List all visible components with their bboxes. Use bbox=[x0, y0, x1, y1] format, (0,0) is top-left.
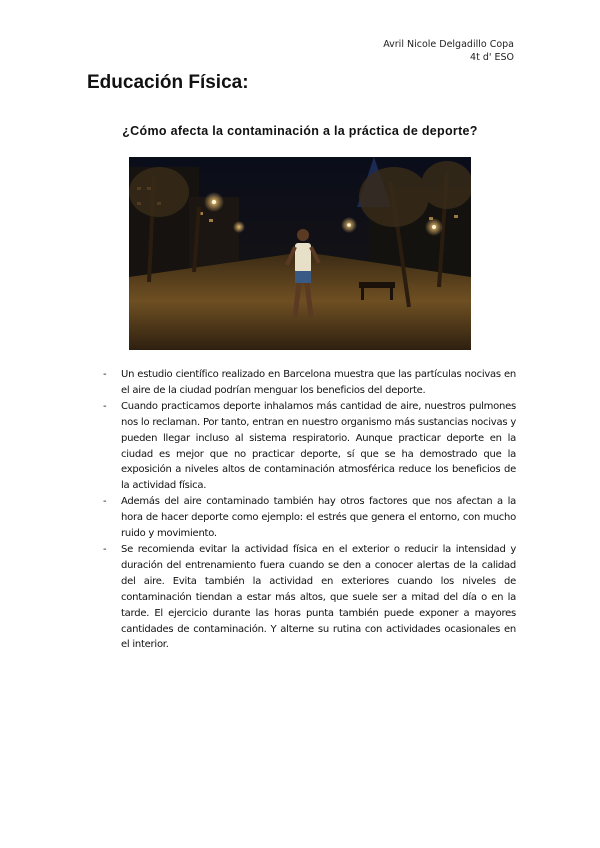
bullet-text: Además del aire contaminado también hay otros factores que nos afectan a la hora de hacer deporte como ejemplo: el estrés que genera el entorno, con mucho ruido y movimiento. bbox=[121, 496, 516, 540]
bullet-text: Se recomienda evitar la actividad física en el exterior o reducir la intensidad y duración del entrenamiento fuera cuando se den a conocer alertas de la calidad del aire. Evita también la actividad en exteriores cuando los niveles de contaminación tiendan a estar más altos, que suele ser a mitad del día o en la tarde. El ejercicio durante las horas punta también puede exponer a mayores cantidades de contaminación. Y alterne su rutina con actividades ocasionales en el interior. bbox=[121, 543, 516, 651]
author-block bbox=[383, 38, 514, 64]
list-item bbox=[103, 367, 516, 399]
list-item bbox=[103, 399, 516, 494]
question-heading: ¿Cómo afecta la contaminación a la práctica de deporte? bbox=[122, 124, 478, 138]
bullet-dash: - bbox=[103, 496, 107, 508]
author-name: Avril Nicole Delgadillo Copa bbox=[383, 39, 514, 50]
bullet-dash: - bbox=[103, 543, 107, 555]
bullet-list bbox=[103, 367, 516, 653]
list-item bbox=[103, 494, 516, 542]
bullet-dash: - bbox=[103, 400, 107, 412]
class-label: 4t d' ESO bbox=[470, 52, 514, 63]
list-item bbox=[103, 542, 516, 653]
bullet-text: Cuando practicamos deporte inhalamos más cantidad de aire, nuestros pulmones nos lo reclaman. Por tanto, entran en nuestro organismo más sustancias nocivas y pueden llegar incluso al sistema respiratorio. Aunque practicar deporte en la ciudad es mejor que no practicar deporte, sí que se ha demostrado que la exposición a niveles altos de contaminación atmosférica reduce los beneficios de la actividad física. bbox=[121, 400, 516, 492]
bullet-dash: - bbox=[103, 369, 107, 380]
bullet-text: Un estudio científico realizado en Barcelona muestra que las partículas nocivas en el aire de la ciudad podrían menguar los beneficios del deporte. bbox=[121, 369, 516, 396]
page-title: Educación Física: bbox=[87, 72, 249, 93]
night-runner-photo bbox=[129, 157, 471, 350]
